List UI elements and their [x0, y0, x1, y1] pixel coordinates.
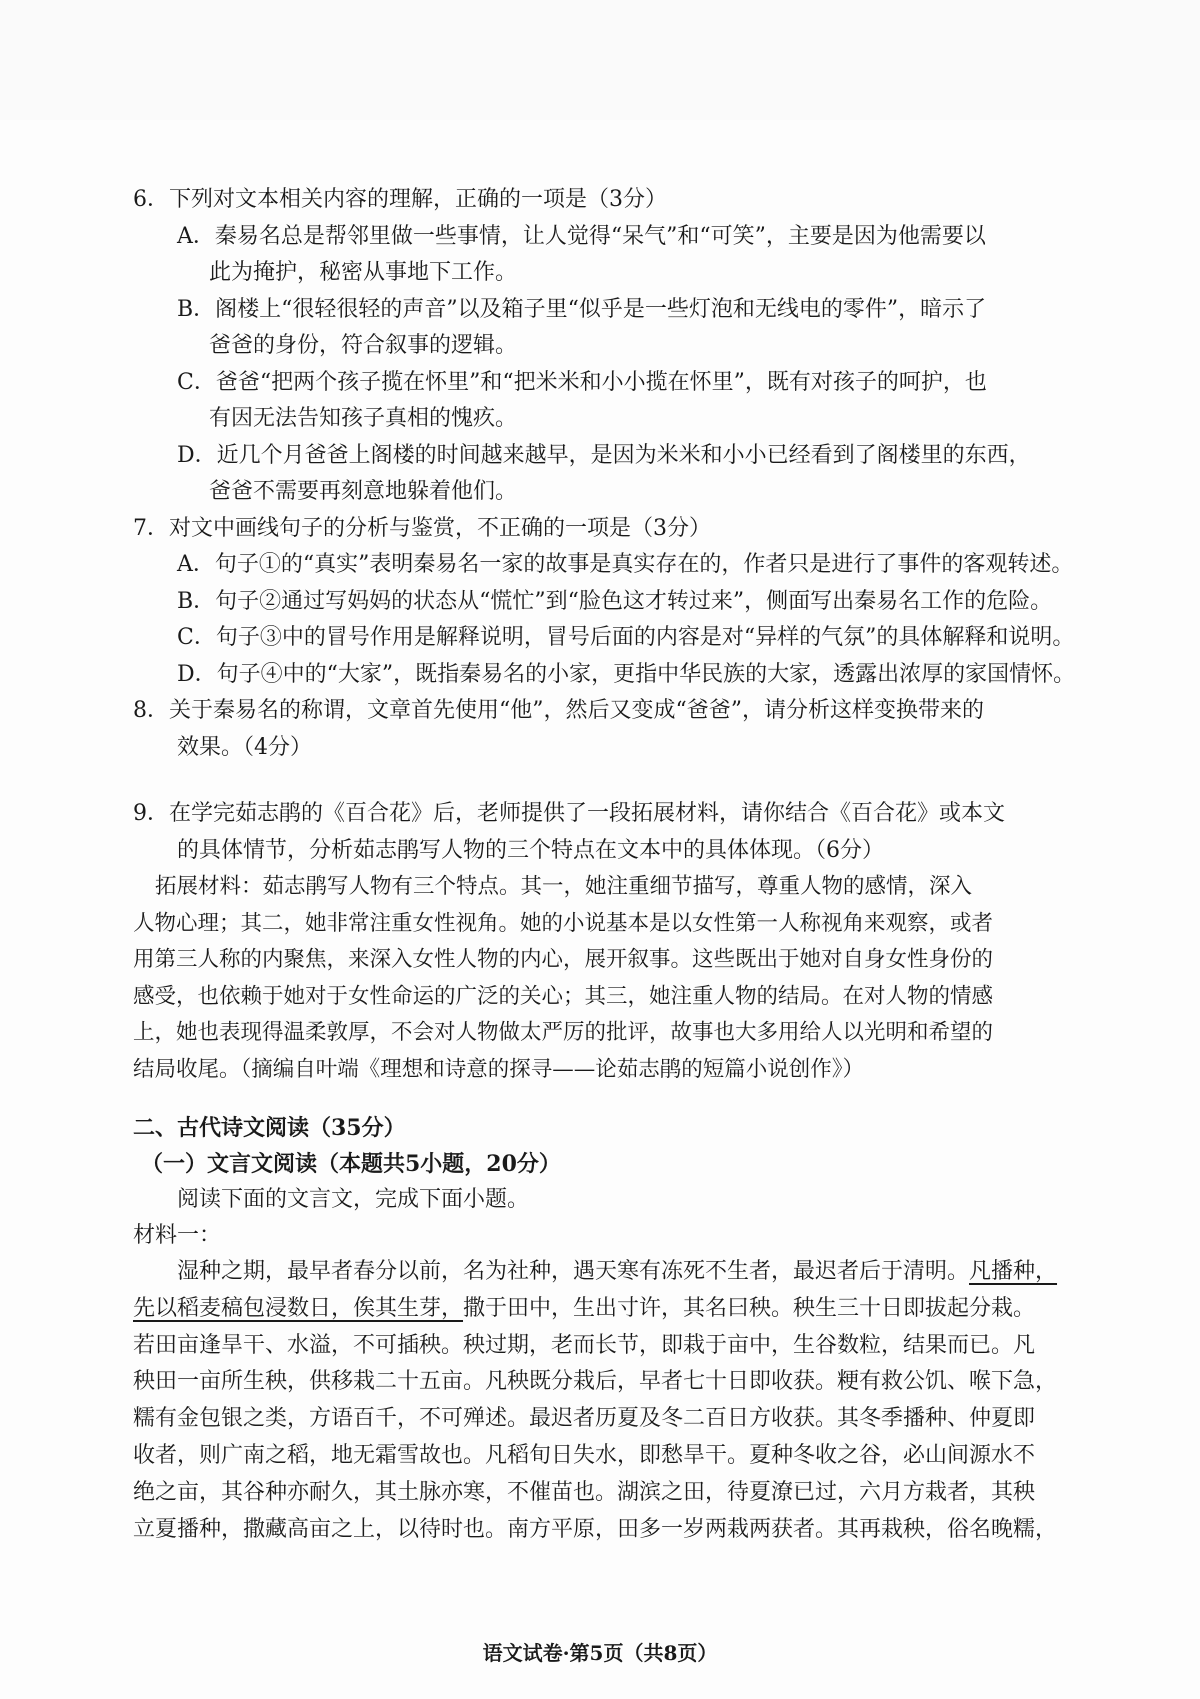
- question-8: [133, 693, 1053, 766]
- ext-line4: 感受，也依赖于她对于女性命运的广泛的关心；其三，她注重人物的结局。在对人物的情感: [133, 983, 994, 1009]
- q9-line2: 的具体情节，分析茹志鹃写人物的三个特点在文本中的具体体现。（6分）: [177, 837, 884, 863]
- q6-option-a-line2: 此为掩护，秘密从事地下工作。: [209, 260, 518, 285]
- q8-line2: 效果。（4分）: [177, 734, 312, 760]
- passage-line2-text: 撒于田中，生出寸许，其名曰秧。秧生三十日即拔起分栽。: [463, 1295, 1036, 1321]
- ext-line5: 上，她也表现得温柔敦厚，不会对人物做太严厉的批评，故事也大多用给人以光明和希望的: [133, 1020, 994, 1045]
- q9-line1: 9．在学完茹志鹃的《百合花》后，老师提供了一段拓展材料，请你结合《百合花》或本文: [133, 801, 1006, 826]
- section-2-title: 二、古代诗文阅读（35分）: [133, 1115, 406, 1141]
- page-footer: 语文试卷·第5页（共8页）: [482, 1641, 718, 1665]
- passage-line6: 收者，则广南之稻，地无霜雪故也。凡稻旬日失水，即愁旱干。夏种冬收之谷，必山间源水不: [133, 1442, 1036, 1468]
- extension-material: [133, 869, 1053, 1088]
- passage-line5: 糯有金包银之类，方语百千，不可殚述。最迟者历夏及冬二百日方收获。其冬季播种、仲夏即: [133, 1406, 1036, 1432]
- q6-option-b-line2: 爸爸的身份，符合叙事的逻辑。: [209, 333, 518, 358]
- q8-line1: 8．关于秦易名的称谓，文章首先使用“他”，然后又变成“爸爸”，请分析这样变换带来的: [133, 698, 984, 723]
- reading-instruction: 阅读下面的文言文，完成下面小题。: [177, 1187, 530, 1212]
- subsection-1-title: （一）文言文阅读（本题共5小题，20分）: [141, 1151, 561, 1177]
- question-6: [133, 182, 1053, 511]
- ext-line2: 人物心理；其二，她非常注重女性视角。她的小说基本是以女性第一人称视角来观察，或者: [133, 910, 994, 936]
- passage-line3: 若田亩逢旱干、水溢，不可插秧。秧过期，老而长节，即栽于亩中，生谷数粒，结果而已。凡: [133, 1332, 1036, 1358]
- classical-passage: [133, 1254, 1058, 1548]
- material-1-label: 材料一：: [133, 1223, 222, 1248]
- q7-option-a: A．句子①的“真实”表明秦易名一家的故事是真实存在的，作者只是进行了事件的客观转述。: [177, 552, 1074, 577]
- ext-line3: 用第三人称的内聚焦，来深入女性人物的内心，展开叙事。这些既出于她对自身女性身份的: [133, 947, 994, 972]
- q7-option-d: D．句子④中的“大家”，既指秦易名的小家，更指中华民族的大家，透露出浓厚的家国情怀。: [177, 661, 1076, 687]
- q6-option-d-line2: 爸爸不需要再刻意地躲着他们。: [209, 479, 518, 504]
- q7-option-b: B．句子②通过写妈妈的状态从“慌忙”到“脸色这才转过来”，侧面写出秦易名工作的危险。: [177, 588, 1053, 614]
- ext-line6: 结局收尾。（摘编自叶端《理想和诗意的探寻——论茹志鹃的短篇小说创作》）: [133, 1056, 865, 1082]
- scan-margin: [0, 0, 1200, 120]
- q6-stem: 6．下列对文本相关内容的理解，正确的一项是（3分）: [133, 187, 667, 212]
- q6-option-c-line1: C．爸爸“把两个孩子揽在怀里”和“把米米和小小揽在怀里”，既有对孩子的呵护，也: [177, 369, 987, 395]
- q7-stem: 7．对文中画线句子的分析与鉴赏，不正确的一项是（3分）: [133, 515, 711, 541]
- passage-line8: 立夏播种，撒藏高亩之上，以待时也。南方平原，田多一岁两栽两获者。其再栽秧，俗名晚糯，: [133, 1516, 1058, 1542]
- passage-line4: 秧田一亩所生秧，供移栽二十五亩。凡秧既分栽后，早者七十日即收获。粳有救公饥、喉下急，: [133, 1369, 1058, 1395]
- q6-option-b-line1: B．阁楼上“很轻很轻的声音”以及箱子里“似乎是一些灯泡和无线电的零件”，暗示了: [177, 296, 987, 322]
- question-9: [133, 796, 1053, 1088]
- underlined-sentence-part1: 凡播种，: [969, 1259, 1058, 1284]
- passage-line2: [133, 1291, 1053, 1328]
- passage-line7: 绝之亩，其谷种亦耐久，其土脉亦寒，不催苗也。湖滨之田，待夏潦已过，六月方栽者，其秧: [133, 1479, 1036, 1505]
- q6-option-d-line1: D．近几个月爸爸上阁楼的时间越来越早，是因为米米和小小已经看到了阁楼里的东西，: [177, 442, 1031, 468]
- passage-line1: [133, 1254, 1058, 1291]
- q6-option-c-line2: 有因无法告知孩子真相的愧疚。: [209, 406, 518, 431]
- ext-line1: 拓展材料：茹志鹃写人物有三个特点。其一，她注重细节描写，尊重人物的感情，深入: [155, 874, 973, 899]
- q6-option-a-line1: A．秦易名总是帮邻里做一些事情，让人觉得“呆气”和“可笑”，主要是因为他需要以: [177, 223, 986, 249]
- page-content: [133, 182, 1076, 1548]
- underlined-sentence-part2: 先以稻麦稿包浸数日，俟其生芽，: [133, 1295, 464, 1321]
- passage-line1-text: 湿种之期，最早者春分以前，名为社种，遇天寒有冻死不生者，最迟者后于清明。: [177, 1259, 970, 1284]
- q7-option-c: C．句子③中的冒号作用是解释说明，冒号后面的内容是对“异样的气氛”的具体解释和说明。: [177, 625, 1075, 650]
- question-7: [133, 511, 1076, 694]
